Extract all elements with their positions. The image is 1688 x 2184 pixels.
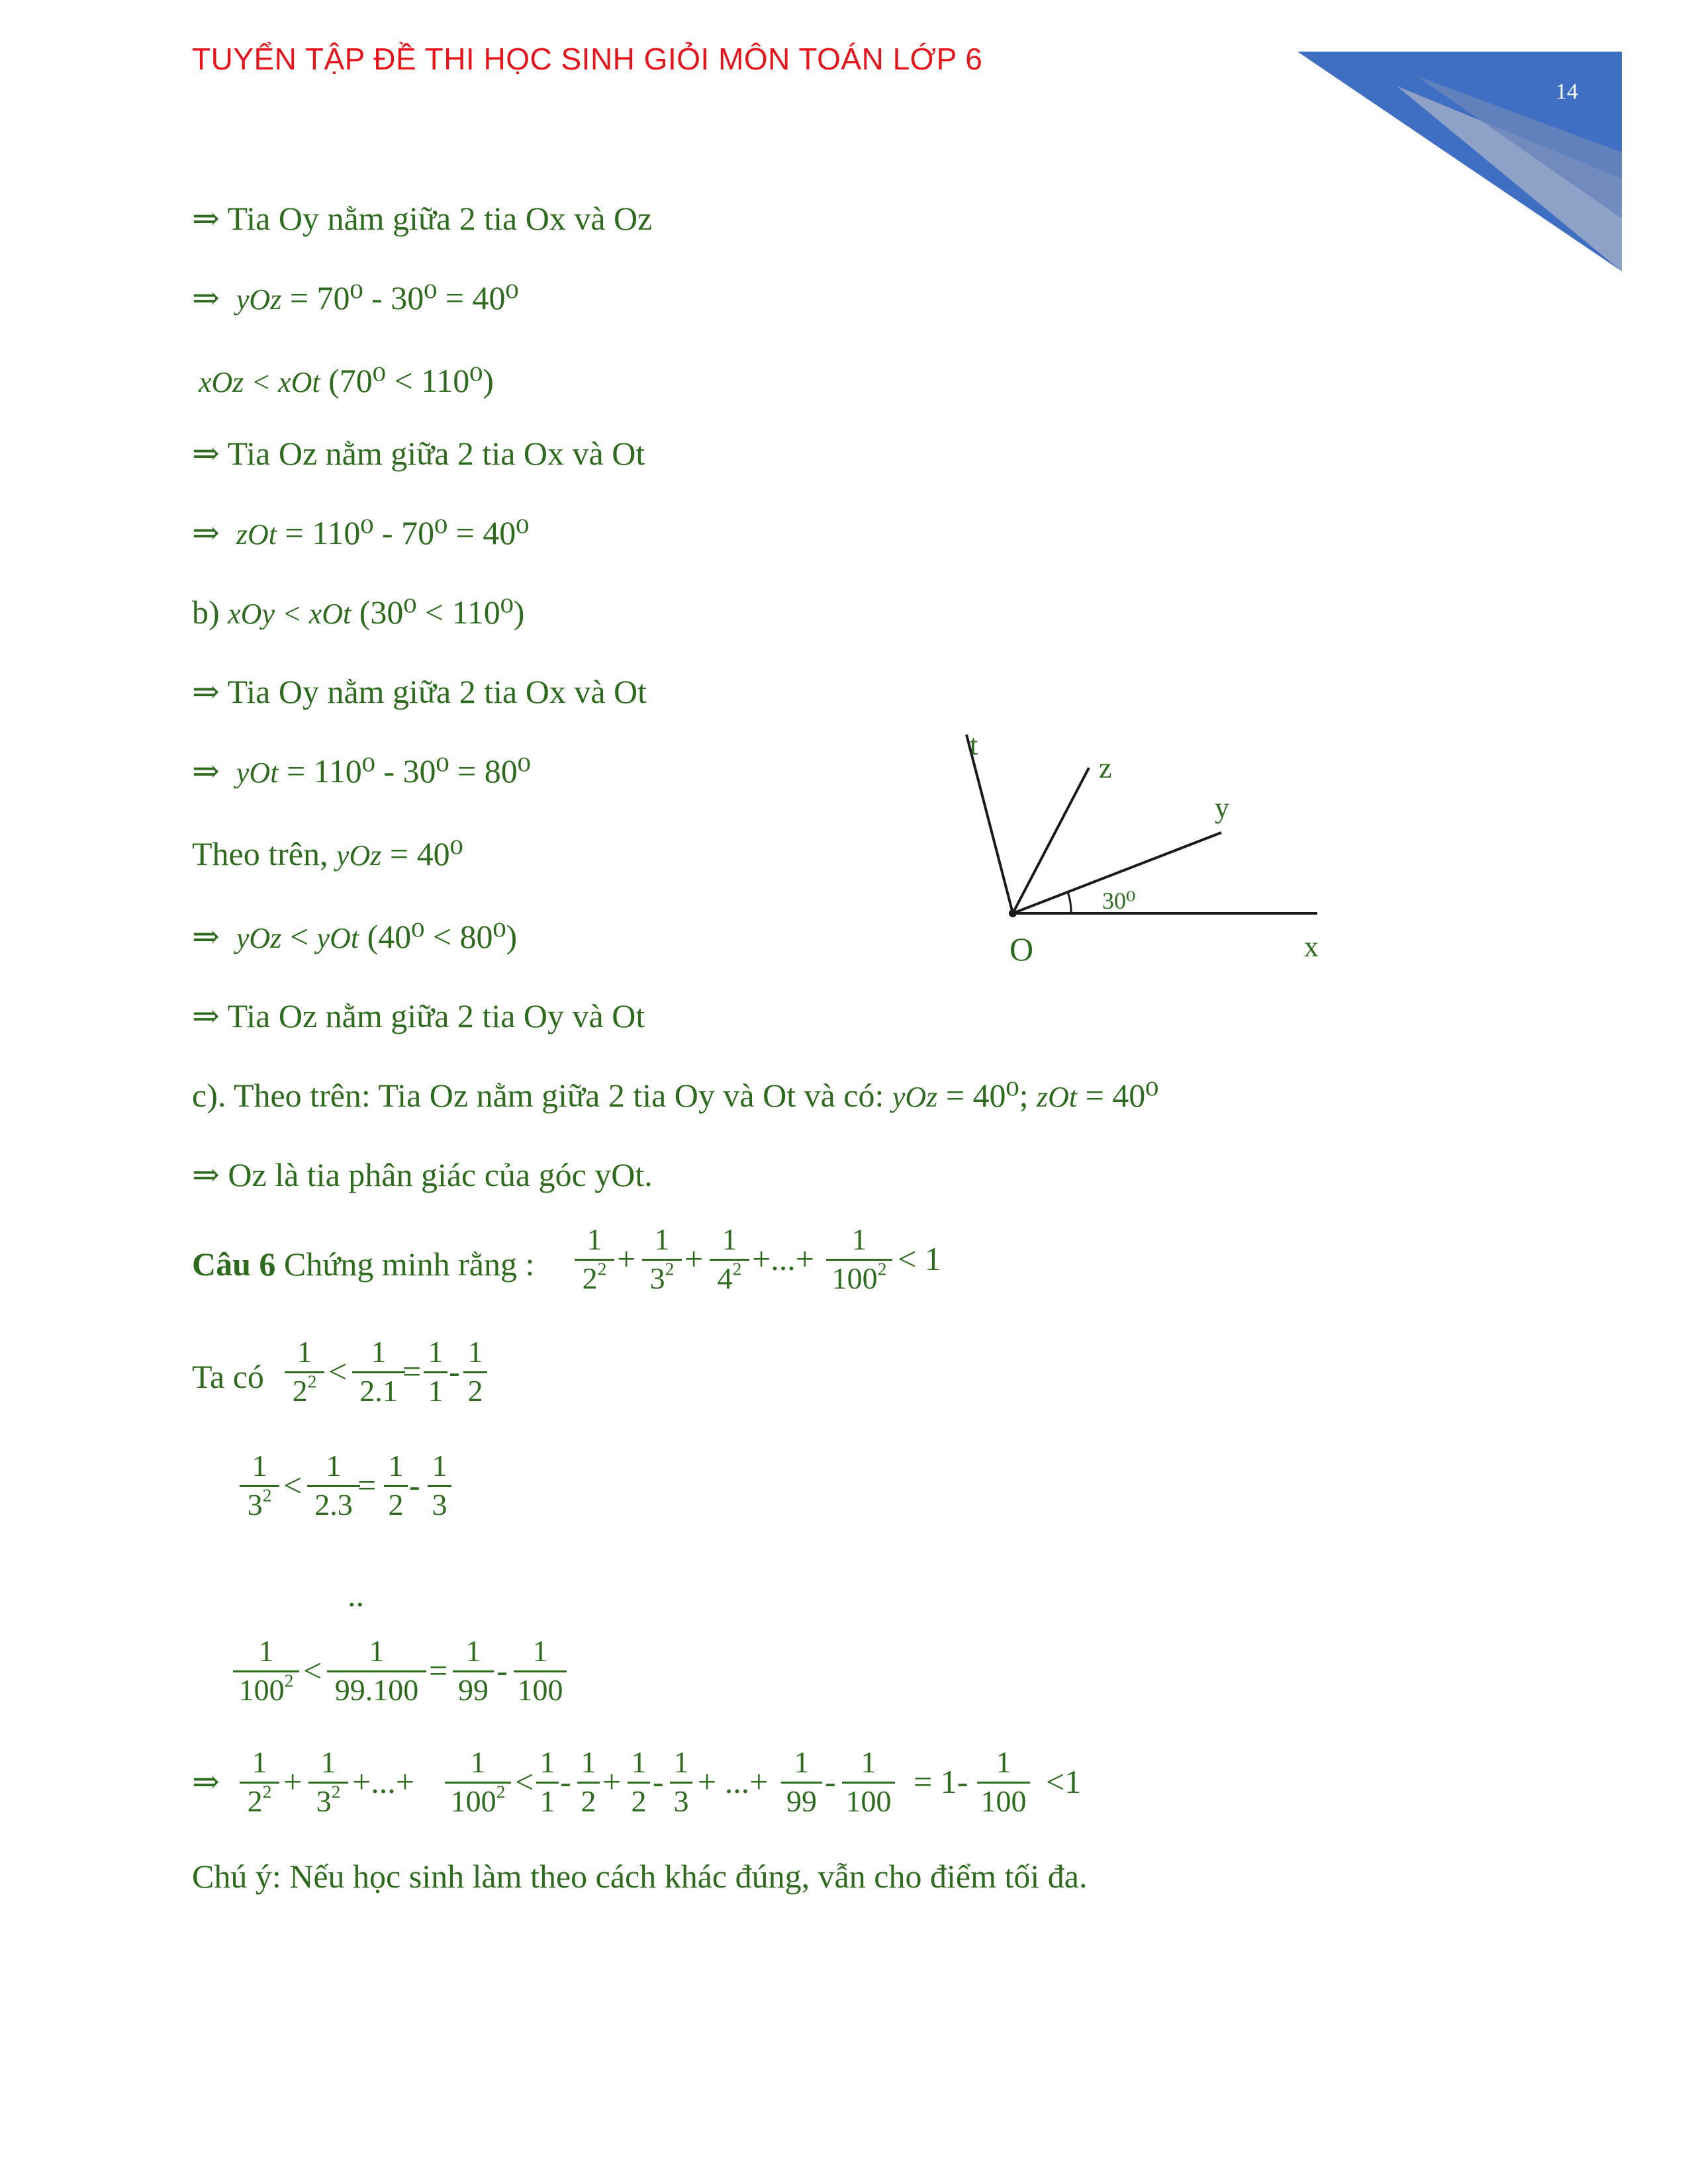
arrow: ⇒ <box>192 752 220 790</box>
fraction: 1 2.1 <box>352 1336 405 1408</box>
operator: + <box>617 1240 636 1277</box>
fraction: 1 1 <box>424 1336 447 1408</box>
line-6 <box>192 592 524 634</box>
note: Chú ý: Nếu học sinh làm theo cách khác đúng, vẫn cho điểm tối đa. <box>192 1858 1088 1895</box>
header-title: TUYỂN TẬP ĐỀ THI HỌC SINH GIỎI MÔN TOÁN LỚP 6 <box>192 42 983 76</box>
fraction: 1 2 <box>463 1336 487 1408</box>
fraction: 1 $2^2$ <box>575 1223 614 1295</box>
fraction: 1 $4^2$ <box>710 1223 749 1295</box>
question-6-heading <box>192 1244 534 1284</box>
equation: = 70⁰ - 30⁰ = 40⁰ <box>281 279 519 316</box>
page-number: 14 <box>1556 79 1578 104</box>
operator: = <box>429 1652 448 1689</box>
fraction: 1 $2^2$ <box>285 1336 324 1408</box>
equation: (70⁰ < 110⁰) <box>320 362 494 399</box>
angle-expression: yOz <box>236 283 282 316</box>
line-12 <box>192 1075 1158 1117</box>
angle-expression: xOz < xOt <box>199 366 320 398</box>
angle-diagram <box>927 715 1357 979</box>
fraction: 1 100 <box>842 1746 895 1818</box>
line-1: ⇒ Tia Oy nằm giữa 2 tia Ox và Oz <box>192 200 653 237</box>
fraction: 1 99 <box>781 1746 822 1818</box>
operator: = <box>357 1467 377 1504</box>
question-label: Câu 6 <box>192 1246 276 1283</box>
operator: < <box>328 1353 348 1390</box>
text: Theo trên, <box>192 835 336 872</box>
fraction: 1 100 <box>977 1746 1030 1818</box>
angle-expression: yOz <box>336 839 382 872</box>
fraction: 1 $2^2$ <box>240 1746 279 1818</box>
line-8 <box>192 751 531 793</box>
fraction: 1 100 <box>514 1635 567 1707</box>
text: c). Theo trên: Tia Oz nằm giữa 2 tia Oy và Ot và có: <box>192 1077 892 1114</box>
fraction: 1 2 <box>628 1746 650 1818</box>
operator: < <box>515 1763 534 1800</box>
line-5 <box>192 513 529 555</box>
angle-expression: yOz <box>892 1081 938 1113</box>
tacó-label: Ta có <box>192 1358 264 1395</box>
operator: < 1 <box>898 1240 941 1277</box>
equation: = 40⁰ <box>381 835 463 872</box>
operator: + <box>684 1240 704 1277</box>
operator: = 1- <box>914 1763 968 1800</box>
ray-t-label: t <box>970 729 978 761</box>
angle-expression: zOt <box>236 518 277 551</box>
arrow: ⇒ <box>192 514 220 551</box>
operator: < <box>303 1652 322 1689</box>
equation: (30⁰ < 110⁰) <box>351 594 525 631</box>
operator: + <box>283 1763 303 1800</box>
operator: + ...+ <box>698 1763 769 1800</box>
operator: <1 <box>1046 1763 1082 1800</box>
operator: + <box>602 1763 622 1800</box>
equation: = 40⁰ <box>1077 1077 1159 1114</box>
line-4: ⇒ Tia Oz nằm giữa 2 tia Ox và Ot <box>192 435 645 472</box>
operator: +...+ <box>352 1763 414 1800</box>
ray-x-label: x <box>1304 931 1319 963</box>
angle-expression: zOt <box>1036 1081 1078 1113</box>
arrow: ⇒ <box>192 1763 220 1800</box>
less-than: < <box>281 918 317 955</box>
question-text: Chứng minh rằng : <box>275 1246 535 1283</box>
operator: < <box>283 1467 303 1504</box>
fraction: 1 2 <box>384 1449 408 1522</box>
fraction: 1 99.100 <box>327 1635 426 1707</box>
operator: = <box>402 1353 422 1390</box>
operator: - <box>653 1763 664 1800</box>
equation: (40⁰ < 80⁰) <box>359 918 518 955</box>
fraction: 1 3 <box>670 1746 692 1818</box>
part-label: b) <box>192 594 228 631</box>
fraction: 1 2 <box>577 1746 600 1818</box>
fraction: 1 $100^2$ <box>826 1223 892 1295</box>
equation: = 110⁰ - 70⁰ = 40⁰ <box>277 514 530 551</box>
origin-o-label: O <box>1009 931 1034 968</box>
ellipsis: .. <box>348 1576 364 1614</box>
fraction: 1 3 <box>428 1449 451 1522</box>
line-13: ⇒ Oz là tia phân giác của góc yOt. <box>192 1156 653 1193</box>
operator: +...+ <box>752 1240 814 1277</box>
operator: - <box>409 1467 420 1504</box>
fraction: 1 $3^2$ <box>240 1449 279 1522</box>
fraction: 1 1 <box>536 1746 559 1818</box>
operator: - <box>560 1763 571 1800</box>
angle-30-label: 30⁰ <box>1102 887 1136 914</box>
angle-expression: yOt <box>316 922 359 954</box>
operator: - <box>449 1353 460 1390</box>
ray-z-label: z <box>1099 752 1112 784</box>
operator: - <box>825 1763 836 1800</box>
line-11: ⇒ Tia Oz nằm giữa 2 tia Oy và Ot <box>192 997 645 1034</box>
arrow: ⇒ <box>192 279 220 316</box>
arrow: ⇒ <box>192 918 220 955</box>
line-7: ⇒ Tia Oy nằm giữa 2 tia Ox và Ot <box>192 673 647 710</box>
line-3 <box>199 361 494 402</box>
ray-y-label: y <box>1215 792 1229 824</box>
angle-expression: xOy < xOt <box>228 598 352 630</box>
line-10 <box>192 917 517 958</box>
fraction: 1 $100^2$ <box>445 1746 511 1818</box>
fraction: 1 $3^2$ <box>308 1746 348 1818</box>
angle-expression: yOt <box>236 756 279 789</box>
operator: - <box>496 1652 508 1689</box>
fraction: 1 99 <box>453 1635 494 1707</box>
line-9 <box>192 834 463 876</box>
fraction: 1 $100^2$ <box>233 1635 299 1707</box>
equation: = 110⁰ - 30⁰ = 80⁰ <box>278 752 531 790</box>
equation: = 40⁰; <box>937 1077 1037 1114</box>
fraction: 1 2.3 <box>307 1449 360 1522</box>
line-2 <box>192 278 519 320</box>
angle-expression: yOz <box>236 922 282 954</box>
fraction: 1 $3^2$ <box>642 1223 682 1295</box>
header-corner-decoration <box>1297 46 1628 271</box>
